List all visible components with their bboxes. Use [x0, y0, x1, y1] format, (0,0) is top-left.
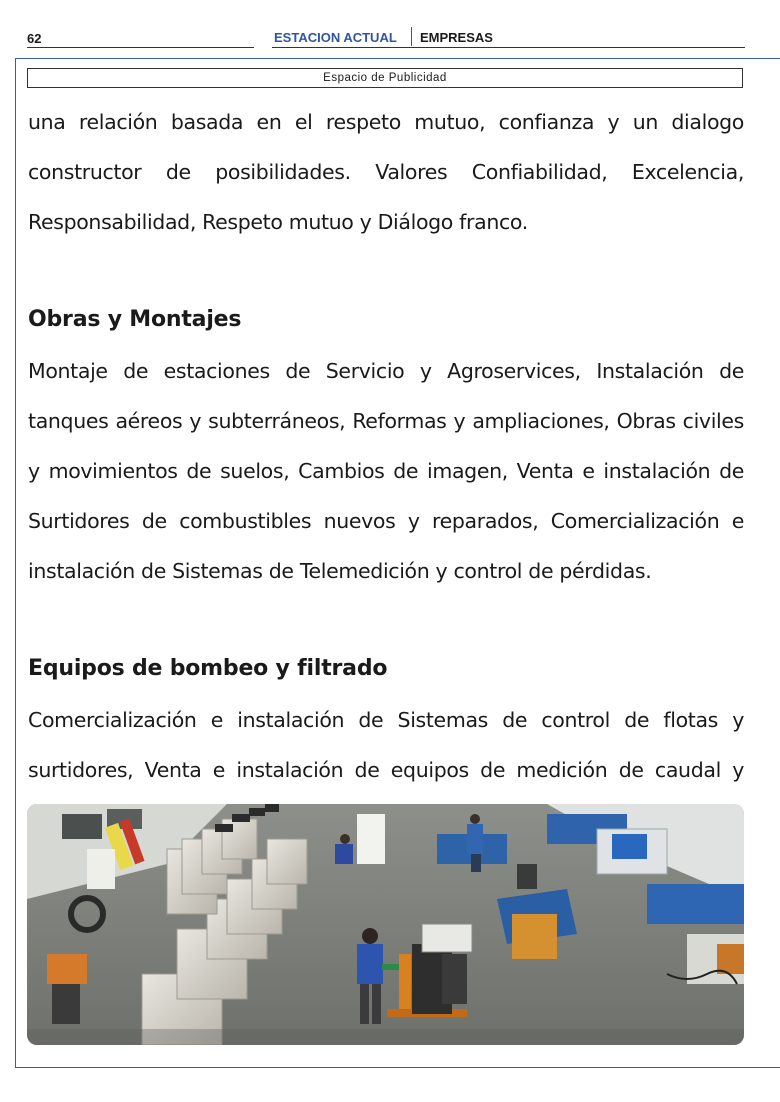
- workshop-photo: [27, 804, 744, 1045]
- header-divider: [411, 27, 412, 46]
- equipos-paragraph: Comercialización e instalación de Sistemas de control de flotas y surtidores, Venta e instalación de equipos de medición de caudal y: [28, 708, 744, 782]
- heading-equipos-bombeo: Equipos de bombeo y filtrado: [28, 656, 388, 681]
- obras-paragraph: Montaje de estaciones de Servicio y Agroservices, Instalación de tanques aéreos y subterráneos, Reformas y ampliaciones, Obras civiles y movimientos de suelos, Cambios de imagen, Venta e instalación de Surtidores de combustibles nuevos y reparados, Comercialización e instalación de Sistemas de Telemedición y control de pérdidas.: [28, 359, 744, 583]
- frame-top-border: [15, 58, 780, 59]
- subsection-label: EMPRESAS: [420, 30, 493, 45]
- ad-space-box: Espacio de Publicidad: [27, 68, 743, 88]
- page-number: 62: [27, 31, 42, 46]
- frame-left-border: [15, 58, 16, 1068]
- header-rule-left: [27, 47, 254, 48]
- frame-bottom-border: [15, 1067, 780, 1068]
- heading-obras-montajes: Obras y Montajes: [28, 307, 242, 332]
- intro-paragraph: una relación basada en el respeto mutuo, confianza y un dialogo constructor de posibilidades. Valores Confiabilidad, Excelencia, Responsabilidad, Respeto mutuo y Diálogo franco.: [28, 110, 744, 234]
- header-rule-right: [272, 47, 745, 48]
- section-label: ESTACION ACTUAL: [274, 30, 397, 45]
